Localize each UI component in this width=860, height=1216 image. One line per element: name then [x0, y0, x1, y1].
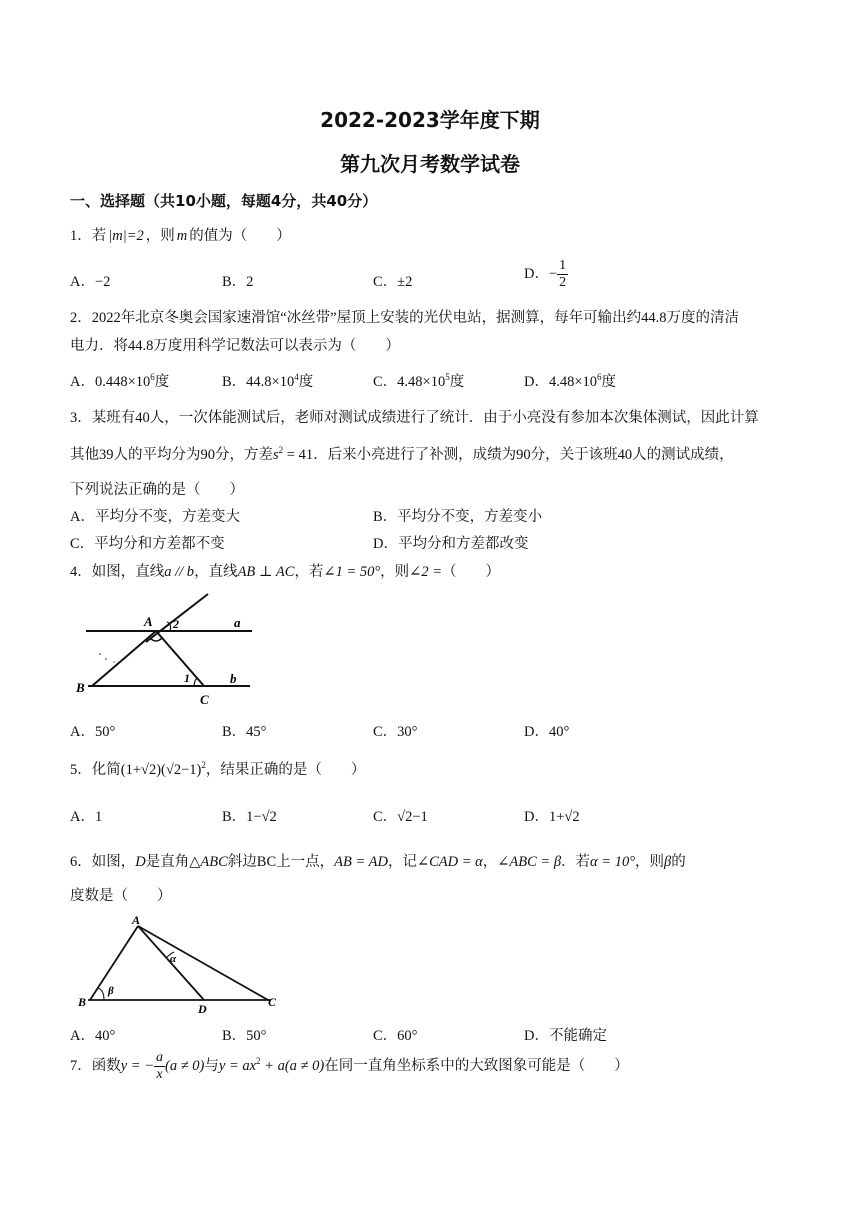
question-4-option-b[interactable]: B．45° — [222, 724, 267, 740]
question-3-stem-line1: 3．某班有40人，一次体能测试后，老师对测试成绩进行了统计．由于小亮没有参加本次集体测试，因此计算 — [70, 410, 759, 426]
section-heading: 一、选择题（共10小题，每题4分，共40分） — [70, 192, 378, 210]
label-a: A — [132, 913, 141, 927]
question-1-option-b[interactable]: B．2 — [222, 274, 254, 290]
label-d: D — [198, 1002, 207, 1016]
label-b-line: b — [230, 671, 237, 686]
question-2-stem-line1: 2．2022年北京冬奥会国家速滑馆“冰丝带”屋顶上安装的光伏电站，据测算，每年可输出约44.8万度的清洁 — [70, 310, 739, 326]
question-2-stem-line2: 电力．将44.8万度用科学记数法可以表示为（ ） — [70, 338, 400, 354]
label-c-point: C — [200, 692, 209, 707]
question-6-stem-line2: 度数是（ ） — [70, 888, 172, 904]
question-7-stem: 7．函数y = − $\frac{a}{x}$ (a ≠ 0)与$y = ax^2 + a(a \ne 0)$在同一直角坐标系中的大致图象可能是（ ） — [70, 1050, 629, 1083]
exam-title-name: 第九次月考数学试卷 — [340, 152, 520, 176]
segment-ab — [90, 926, 138, 1000]
question-5-option-b[interactable]: B．1−√2 — [222, 809, 277, 825]
question-5-option-d[interactable]: D．1+√2 — [524, 809, 580, 825]
question-4-option-a[interactable]: A．50° — [70, 724, 116, 740]
question-5-stem: 5．化简$(1+√2)(√2-1)^2$，结果正确的是（ ） — [70, 760, 366, 778]
label-b: B — [78, 995, 87, 1009]
question-6-option-a[interactable]: A．40° — [70, 1028, 116, 1044]
question-1-option-c[interactable]: C．±2 — [373, 274, 413, 290]
question-3-option-a[interactable]: A．平均分不变，方差变大 — [70, 509, 240, 525]
label-a-line: a — [234, 615, 241, 630]
question-3-option-b[interactable]: B．平均分不变，方差变小 — [373, 509, 543, 525]
question-2-option-b[interactable]: B．$44.8\times 10^4$度 — [222, 372, 314, 390]
question-3-option-c[interactable]: C．平均分和方差都不变 — [70, 536, 225, 552]
question-1-option-a[interactable]: A．−2 — [70, 274, 111, 290]
exam-title-year: 2022-2023学年度下期 — [320, 108, 540, 132]
question-6-option-d[interactable]: D．不能确定 — [524, 1028, 607, 1044]
label-b-point: B — [76, 680, 85, 695]
label-c: C — [268, 995, 277, 1009]
fraction: $\frac{1}{2}$ — [559, 258, 567, 291]
label-alpha: α — [170, 953, 177, 965]
segment-ab — [92, 631, 156, 686]
question-5-option-a[interactable]: A．1 — [70, 809, 103, 825]
label-two: 2 — [173, 617, 179, 631]
question-2-option-d[interactable]: D．$4.48\times 10^6$度 — [524, 372, 617, 390]
question-1-stem: 1．若 |m|=2 ，则 m 的值为（ ） — [70, 228, 291, 244]
label-beta: β — [108, 985, 114, 997]
question-6-stem-line1: 6．如图，D是直角△ABC斜边BC上一点，AB = AD，记∠CAD = α，∠ABC = β．若α = 10°，则β的 — [70, 854, 686, 870]
segment-ac — [138, 926, 268, 1000]
question-2-option-c[interactable]: C．$4.48\times 10^5$度 — [373, 372, 465, 390]
question-4-stem: 4．如图，直线a // b，直线AB ⊥ AC，若∠1 = 50°，则∠2 =（ ） — [70, 564, 500, 580]
question-4-figure — [70, 588, 270, 710]
question-5-option-c[interactable]: C．√2−1 — [373, 809, 428, 825]
question-6-figure — [70, 910, 290, 1018]
question-6-option-b[interactable]: B．50° — [222, 1028, 267, 1044]
question-1-option-d[interactable]: D．− $\frac{1}{2}$ — [524, 258, 567, 291]
fraction: $\frac{a}{x}$ — [156, 1050, 164, 1083]
question-3-stem-line3: 下列说法正确的是（ ） — [70, 482, 244, 498]
question-3-option-d[interactable]: D．平均分和方差都改变 — [373, 536, 529, 552]
question-3-stem-line2: 其他39人的平均分为90分，方差$s^2 = 41$．后来小亮进行了补测，成绩为90分，关于该班40人的测试成绩， — [70, 445, 734, 463]
question-2-option-a[interactable]: A．$0.448\times 10^6$度 — [70, 372, 170, 390]
beta-arc — [98, 988, 104, 1000]
label-one: 1 — [184, 671, 190, 685]
question-4-option-c[interactable]: C．30° — [373, 724, 418, 740]
question-4-option-d[interactable]: D．40° — [524, 724, 570, 740]
label-a-point: A — [144, 614, 153, 629]
question-6-option-c[interactable]: C．60° — [373, 1028, 418, 1044]
